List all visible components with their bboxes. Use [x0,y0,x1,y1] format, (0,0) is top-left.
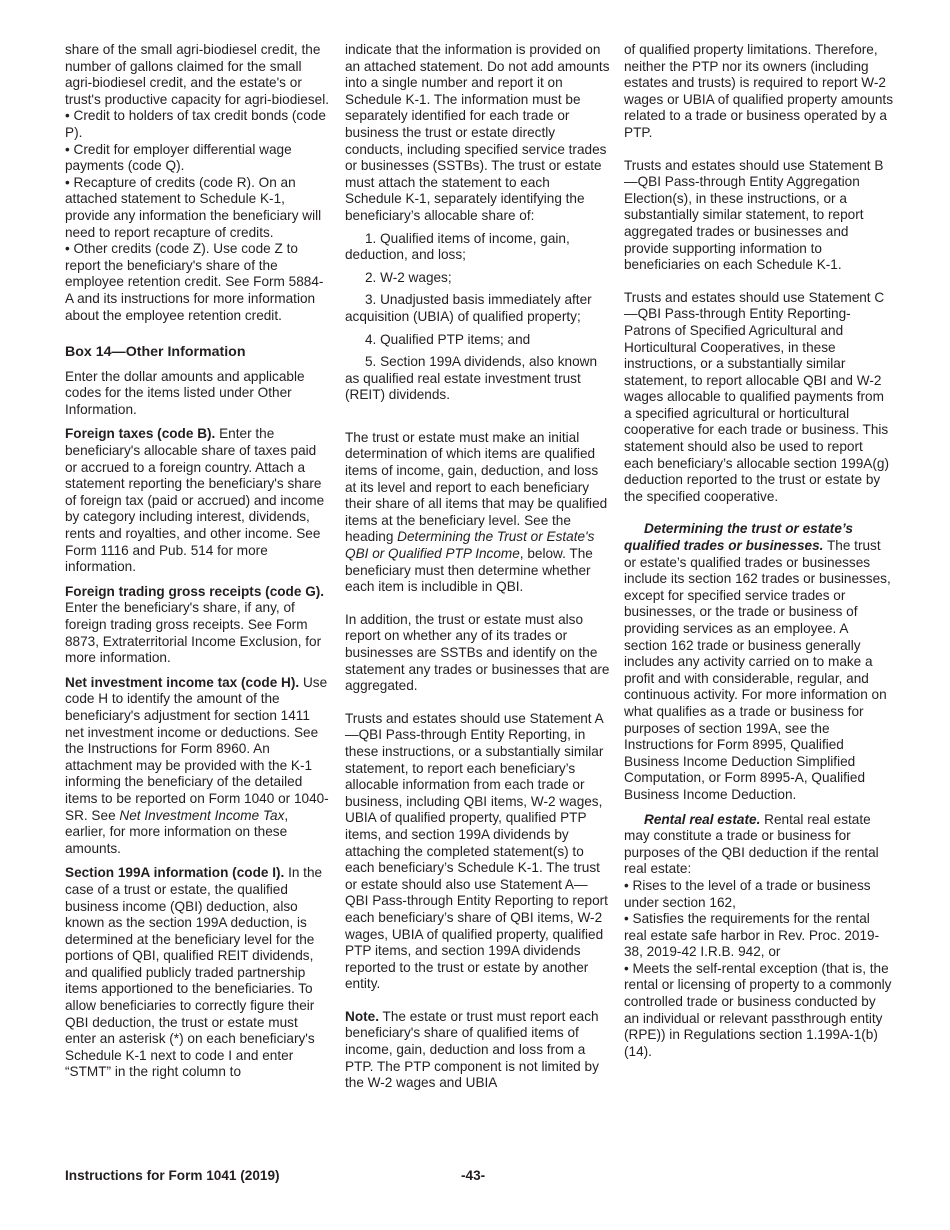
footer-form-title: Instructions for Form 1041 (2019) [65,1168,280,1183]
cross-reference: Determining the Trust or Estate's QBI or Qualified PTP Income [345,529,595,562]
section-heading: Box 14—Other Information [65,344,246,361]
paragraph: Trusts and estates should use Statement C—QBI Pass-through Entity Reporting- Patrons of Specified Agricultural and Horticultural Cooperatives, in these instructions, or a substantially similar statement, to report allocable QBI and W-2 wages allocable to qualified payments from a specified agricultural or horticultural cooperative for each trade or business. This statement should also be used to report each beneficiary’s allocable section 199A(g) deduction reported to the trust or estate by the specified cooperative. [624,289,889,504]
column-right [624,42,894,1060]
paragraph [65,675,330,858]
run-in-heading: Net investment income tax (code H). [65,674,300,690]
bullet-item: • Credit to holders of tax credit bonds (code P). [65,108,326,140]
paragraph-text: , below. The beneficiary must then determine whether each item is includible in QBI. [345,546,593,595]
run-in-heading: Determining the trust or estate’s qualified trades or businesses. [624,521,853,554]
list-item: 4. Qualified PTP items; and [365,331,531,347]
list-item: 1. Qualified items of income, gain, deduction, and loss; [345,230,570,263]
paragraph-text: Enter the beneficiary's share, if any, of foreign trading gross receipts. See Form 8873, Extraterritorial Income Exclusion, for more information. [65,600,322,666]
paragraph-text: The estate or trust must report each beneficiary's share of qualified items of income, gain, deduction and loss from a PTP. The PTP component is not limited by the W-2 wages and UBIA [345,1008,599,1091]
run-in-heading: Section 199A information (code I). [65,865,285,881]
bullet-item: • Meets the self-rental exception (that is, the rental or licensing of property to a commonly controlled trade or business conducted by an individual or relevant passthrough entity (RPE)) in Regulations section 1.199A-1(b)(14). [624,960,892,1059]
paragraph [345,430,610,596]
run-in-heading: Foreign taxes (code B). [65,426,216,442]
paragraph-text: Rental real estate may constitute a trade or business for purposes of the QBI deduction if the rental real estate: [624,811,879,877]
paragraph-text: Enter the beneficiary's allocable share of taxes paid or accrued to a foreign country. Attach a statement reporting the beneficiary's share of foreign tax (paid or accrued) and income by category including interest, dividends, rents and royalties, and other income. See Form 1116 and Pub. 514 for more information. [65,426,325,575]
paragraph: Trusts and estates should use Statement B—QBI Pass-through Entity Aggregation Election(s), in these instructions, or a substantially similar statement, to report aggregated trades or businesses and provide supporting information to beneficiaries on each Schedule K-1. [624,157,884,273]
paragraph-text: , earlier, for more information on these amounts. [65,807,289,856]
bullet-item: • Rises to the level of a trade or business under section 162, [624,877,871,910]
paragraph [624,521,894,803]
paragraph-text: In the case of a trust or estate, the qualified business income (QBI) deduction, also known as the section 199A deduction, is determined at the beneficiary level for the portions of QBI, qualified REIT dividends, and qualified publicly traded partnership items apportioned to the beneficiaries. To allow beneficiaries to correctly figure their QBI deduction, the trust or estate must enter an asterisk (*) on each beneficiary's Schedule K-1 next to code I and enter “STMT” in the right column to [65,865,323,1080]
run-in-heading: Foreign trading gross receipts (code G). [65,583,325,599]
paragraph [65,865,330,1081]
paragraph [624,812,894,878]
bullet-item: • Recapture of credits (code R). On an attached statement to Schedule K-1, provide any information the beneficiary will need to report recapture of credits. [65,174,322,240]
cross-reference: Net Investment Income Tax [119,807,285,823]
paragraph-text: Use code H to identify the amount of the beneficiary's adjustment for section 1411 net investment income or deductions. See the Instructions for Form 8960. An attachment may be provided with the K-1 informing the beneficiary of the detailed items to be reported on Form 1040 or 1040-SR. See [65,674,329,823]
paragraph-text: The trust or estate must make an initial determination of which items are qualified items of income, gain, deduction, and loss at its level and report to each beneficiary their share of all items that may be qualified items at the beneficiary level. See the heading [345,429,608,545]
paragraph: Trusts and estates should use Statement A—QBI Pass-through Entity Reporting, in these instructions, or a substantially similar statement, to report each beneficiary’s allocable information from each trade or business, including QBI items, W-2 wages, UBIA of qualified property, qualified PTP items, and section 199A dividends by attaching the completed statement(s) to each beneficiary’s Schedule K-1. The trust or estate should also use Statement A—QBI Pass-through Entity Reporting to report each beneficiary’s share of QBI items, W-2 wages, UBIA of qualified property, qualified PTP items, and section 199A dividends reported to the trust or estate by another entity. [345,710,608,992]
column-left [65,42,330,1081]
paragraph: indicate that the information is provided on an attached statement. Do not add amounts into a single number and report it on Schedule K-1. The information must be separately identified for each trade or business the trust or estate directly conducts, including specified service trades or businesses (SSTBs). The trust or estate must attach the statement to each Schedule K-1, separately identifying the beneficiary’s allocable share of: [345,42,610,223]
paragraph: In addition, the trust or estate must also report on whether any of its trades or businesses are SSTBs and identify on the statement any trades or businesses that are aggregated. [345,611,610,694]
column-middle [345,42,610,1092]
note-label: Note. [345,1008,379,1024]
list-item: 5. Section 199A dividends, also known as qualified real estate investment trust (REIT) dividends. [345,354,598,403]
paragraph [65,584,330,667]
bullet-item: • Satisfies the requirements for the rental real estate safe harbor in Rev. Proc. 2019-38, 2019-42 I.R.B. 942, or [624,911,880,960]
bullet-item: • Credit for employer differential wage payments (code Q). [65,141,292,174]
paragraph: of qualified property limitations. Therefore, neither the PTP nor its owners (including estates and trusts) is required to report W-2 wages or UBIA of qualified property amounts related to a trade or business operated by a PTP. [624,42,894,140]
list-item: 3. Unadjusted basis immediately after acquisition (UBIA) of qualified property; [345,292,592,324]
paragraph: share of the small agri-biodiesel credit, the number of gallons claimed for the small agri-biodiesel credit, and the estate's or trust's productive capacity for agri-biodiesel. [65,42,330,107]
paragraph [65,426,330,575]
paragraph-text: The trust or estate’s qualified trades or businesses include its section 162 trades or businesses, except for specified service trades or businesses, or the trade or business of providing services as an employee. A section 162 trade or business generally includes any activity carried on to make a profit and with considerable, regular, and continuous activity. For more information on what qualifies as a trade or business for purposes of section 199A, see the Instructions for Form 8995, Qualified Business Income Deduction Simplified Computation, or Form 8995-A, Qualified Business Income Deduction. [624,538,891,802]
page-number: -43- [461,1168,486,1183]
list-item: 2. W-2 wages; [365,269,452,285]
paragraph: Enter the dollar amounts and applicable codes for the items listed under Other Information. [65,368,305,417]
bullet-item: • Other credits (code Z). Use code Z to report the beneficiary's share of the employee retention credit. See Form 5884-A and its instructions for more information about the employee retention credit. [65,241,324,323]
note-paragraph [345,1009,610,1092]
run-in-heading: Rental real estate. [644,811,761,827]
